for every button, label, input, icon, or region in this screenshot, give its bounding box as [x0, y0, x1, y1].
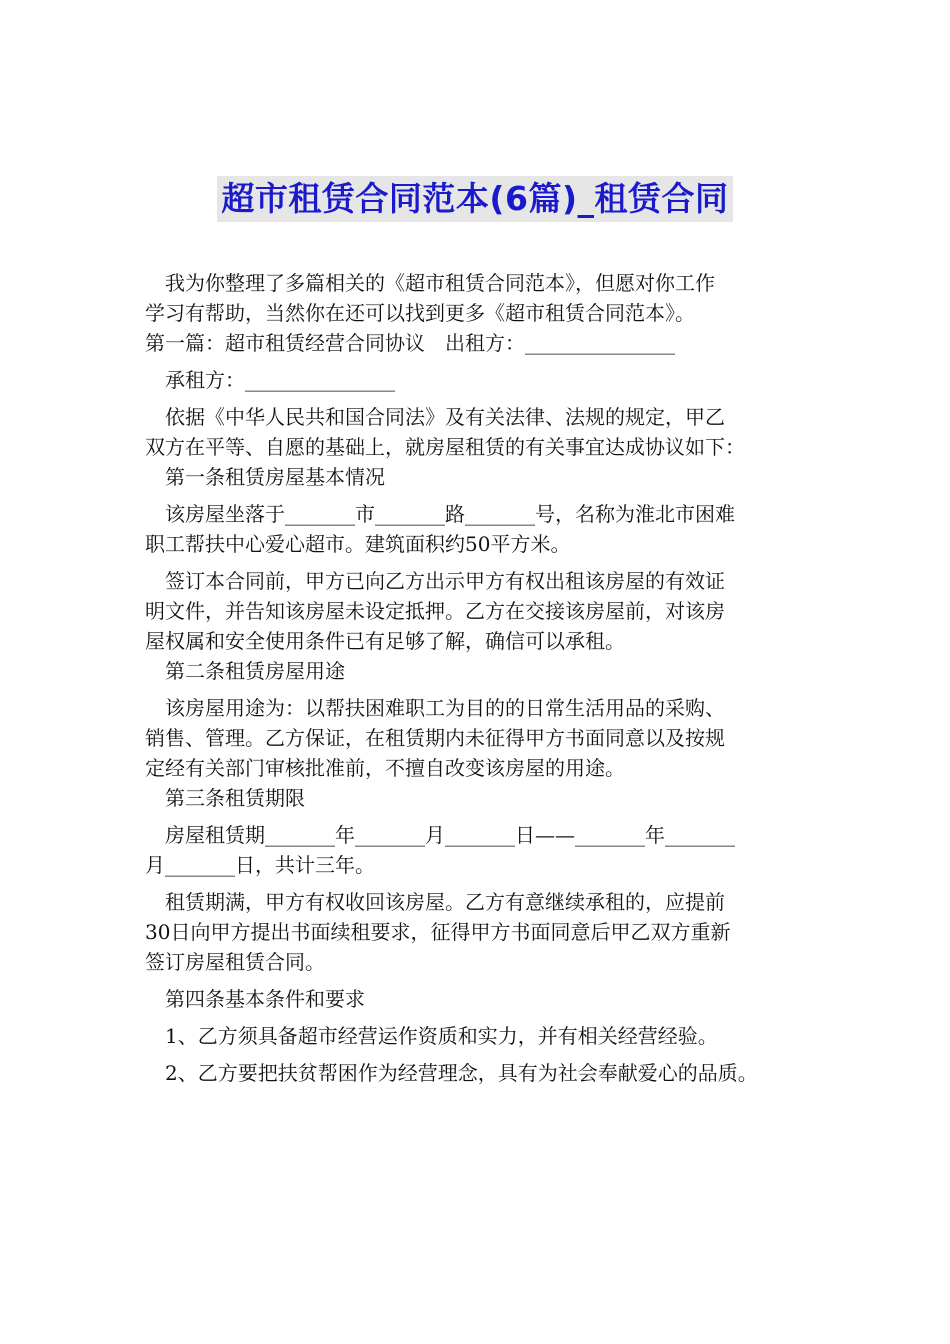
paragraph-line: 租赁期满，甲方有权收回该房屋。乙方有意继续承租的，应提前: [165, 890, 725, 914]
paragraph-line: 第一篇：超市租赁经营合同协议 出租方：_______________: [145, 331, 675, 355]
paragraph-line: 30日向甲方提出书面续租要求，征得甲方书面同意后甲乙双方重新: [145, 920, 731, 944]
paragraph-line: 销售、管理。乙方保证，在租赁期内未征得甲方书面同意以及按规: [145, 726, 725, 750]
paragraph-line: 该房屋坐落于_______市_______路_______号，名称为淮北市困难: [165, 502, 735, 526]
paragraph-line: 第四条基本条件和要求: [165, 987, 365, 1011]
paragraph-line: 第三条租赁期限: [165, 786, 305, 810]
paragraph-line: 1、乙方须具备超市经营运作资质和实力，并有相关经营经验。: [165, 1024, 718, 1048]
paragraph-line: 2、乙方要把扶贫帮困作为经营理念，具有为社会奉献爱心的品质。: [165, 1061, 758, 1085]
paragraph-line: 第一条租赁房屋基本情况: [165, 465, 385, 489]
paragraph-line: 学习有帮助，当然你在还可以找到更多《超市租赁合同范本》。: [145, 301, 695, 325]
paragraph-line: 月_______日，共计三年。: [145, 853, 375, 877]
paragraph-line: 该房屋用途为：以帮扶困难职工为目的的日常生活用品的采购、: [165, 696, 725, 720]
title-container: [0, 176, 950, 222]
document-title: 超市租赁合同范本(6篇)_租赁合同: [217, 176, 732, 222]
paragraph-line: 定经有关部门审核批准前，不擅自改变该房屋的用途。: [145, 756, 625, 780]
paragraph-line: 签订房屋租赁合同。: [145, 950, 325, 974]
paragraph-line: 签订本合同前，甲方已向乙方出示甲方有权出租该房屋的有效证: [165, 569, 725, 593]
paragraph-line: 明文件，并告知该房屋未设定抵押。乙方在交接该房屋前，对该房: [145, 599, 725, 623]
paragraph-line: 双方在平等、自愿的基础上，就房屋租赁的有关事宜达成协议如下：: [145, 435, 745, 459]
paragraph-line: 房屋租赁期_______年_______月_______日——_______年_______: [165, 823, 735, 847]
paragraph-line: 依据《中华人民共和国合同法》及有关法律、法规的规定，甲乙: [165, 405, 725, 429]
paragraph-line: 我为你整理了多篇相关的《超市租赁合同范本》，但愿对你工作: [165, 271, 715, 295]
paragraph-line: 承租方：_______________: [165, 368, 395, 392]
paragraph-line: 屋权属和安全使用条件已有足够了解，确信可以承租。: [145, 629, 625, 653]
paragraph-line: 第二条租赁房屋用途: [165, 659, 345, 683]
paragraph-line: 职工帮扶中心爱心超市。建筑面积约50平方米。: [145, 532, 571, 556]
